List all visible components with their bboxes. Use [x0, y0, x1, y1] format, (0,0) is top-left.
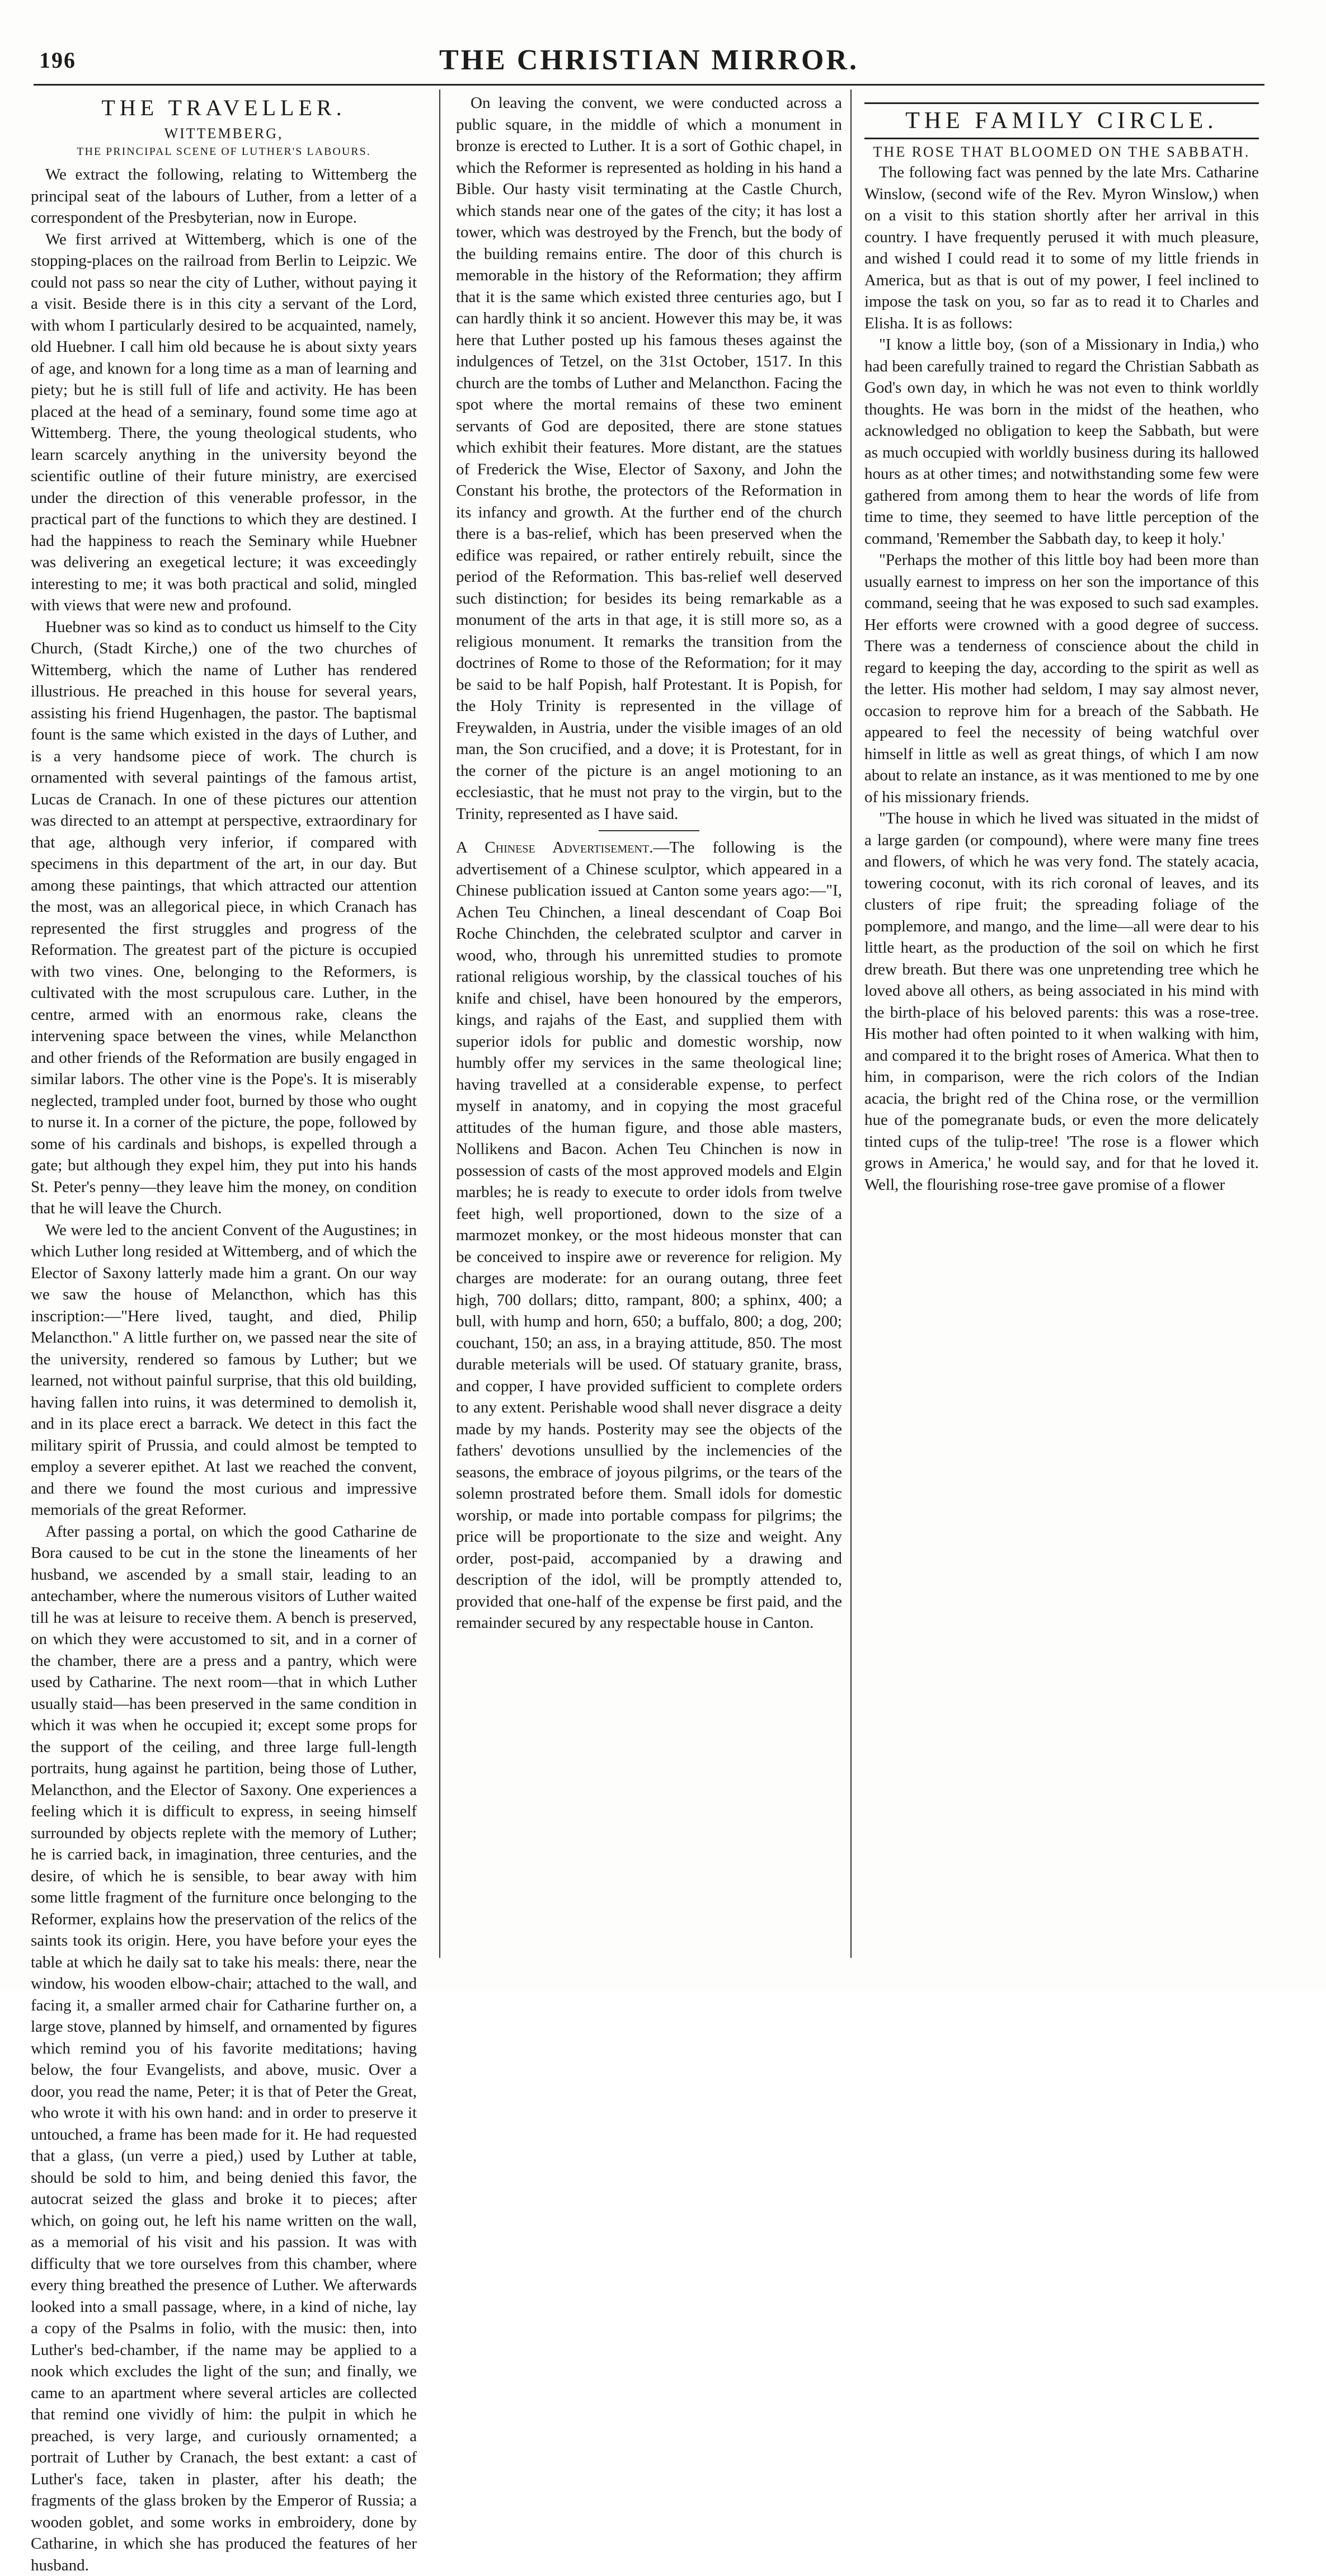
advertisement-text: —The following is the advertisement of a Chinese sculptor, which appeared in a Chinese publication issued at Canton some years ago:—"I, Achen Teu Chinchen, a lineal descendant of Coap Boi Roche Chinchden, the celebrated sculptor and carver in wood, who, through his unremitted studies to promote rational religious worship, by the classical touches of his knife and chisel, have been honoured by the emperors, kings, and rajahs of the East, and supplied them with superior idols for public and domestic worship, now humbly offer my services in the same theological line; having travelled at a considerable expense, to perfect myself in anatomy, and in copying the most graceful attitudes of the human figure, and those able masters, Nollikens and Bacon. Achen Teu Chinchen is now in possession of casts of the most approved models and Elgin marbles; he is ready to execute to order idols from twelve feet high, well proportioned, down to the size of a marmozet monkey, or the most hideous monster that can be conceived to inspire awe or reverence for religion. My charges are moderate: for an ourang outang, three feet high, 700 dollars; ditto, rampant, 800; a sphinx, 400; a bull, with hump and horn, 650; a buffalo, 800; a dog, 200; couchant, 150; an ass, in a braying attitude, 850. The most durable meterials will be used. Of statuary granite, brass, and copper, I have provided sufficient to complete orders to any extent. Perishable wood shall never disgrace a deity made by my hands. Posterity may see the objects of the fathers' devotions unsullied by the inclemencies of the seasons, the embrace of joyous pilgrims, or the tears of the solemn prostrated before them. Small idols for domestic worship, or made into portable compass for pilgrims; the price will be proportionate to the size and weight. Any order, post-paid, accompanied by a drawing and description of the idol, will be promptly attended to, provided that one-half of the expense be first paid, and the remainder secured by any respectable house in Canton. — [456, 839, 842, 1632]
family-circle-section-title: THE FAMILY CIRCLE. — [864, 102, 1259, 139]
paper-title: THE CHRISTIAN MIRROR. — [34, 44, 1264, 77]
article-paragraph: We were led to the ancient Convent of the Augustines; in which Luther long resided at Wittemberg, and of which the Elector of Saxony latterly made him a grant. On our way we saw the house of Melancthon, which has this inscription:—"Here lived, taught, and died, Philip Melancthon." A little further on, we passed near the site of the university, rendered so famous by Luther; but we learned, not without painful surprise, that this old building, having fallen into ruins, it was determined to demolish it, and in its place erect a barrack. We detect in this fact the military spirit of Prussia, and could almost be tempted to employ a severer epithet. At last we reached the convent, and there we found the most curious and impressive memorials of the great Reformer. — [31, 1219, 417, 1521]
story-paragraph: "The house in which he lived was situated in the midst of a large garden (or compound), where were many fine trees and flowers, of which he was very fond. The stately acacia, towering coconut, with its rich coronal of leaves, and its clusters of ripe fruit; the spreading foliage of the pomplemore, and mango, and the lime—all were dear to his little heart, as the production of the soil on which he first drew breath. But there was one unpretending tree which he loved above all others, as being associated in his mind with the birth-place of his beloved parents: this was a rose-tree. His mother had often pointed to it when walking with him, and compared it to the bright roses of America. What then to him, in comparison, were the rich colors of the Indian acacia, the bright red of the China rose, or the vermillion hue of the pomegranate buds, or even the more delicately tinted cups of the tulip-tree! 'The rose is a flower which grows in America,' he would say, and for that he loved it. Well, the flourishing rose-tree gave promise of a flower — [864, 808, 1259, 1195]
story-title: THE ROSE THAT BLOOMED ON THE SABBATH. — [864, 144, 1259, 161]
section-divider — [599, 830, 699, 831]
column-one — [31, 92, 417, 1955]
column-three — [864, 92, 1259, 1955]
page-number: 196 — [39, 47, 76, 73]
column-two — [456, 92, 842, 1955]
advertisement-heading: A Chinese Advertisement. — [456, 839, 653, 856]
column-divider — [439, 90, 440, 1958]
article-paragraph: We extract the following, relating to Wittemberg the principal seat of the labours of Luther, from a letter of a correspondent of the Presbyterian, now in Europe. — [31, 164, 417, 229]
article-paragraph: Huebner was so kind as to conduct us himself to the City Church, (Stadt Kirche,) one of the two churches of Wittemberg, which the name of Luther has rendered illustrious. He preached in this house for several years, assisting his friend Hugenhagen, the pastor. The baptismal fount is the same which existed in the days of Luther, and is a very handsome piece of work. The church is ornamented with several paintings of the famous artist, Lucas de Cranach. In one of these pictures our attention was directed to an attempt at perspective, extraordinary for that age, although very inferior, if compared with specimens in this department of the art, in our day. But among these paintings, that which attracted our attention the most, was an allegorical piece, in which Cranach has represented the first struggles and progress of the Reformation. The greatest part of the picture is occupied with two vines. One, belonging to the Reformers, is cultivated with the most scrupulous care. Luther, in the centre, armed with an enormous rake, cleans the intervening space between the vines, while Melancthon and other friends of the Reformation are busily engaged in similar labors. The other vine is the Pope's. It is miserably neglected, trampled under foot, burned by those who ought to nurse it. In a corner of the picture, the pope, followed by some of his cardinals and bishops, is expelled through a gate; but although they expel him, they put into his hands St. Peter's penny—they leave him the money, on condition that he will leave the Church. — [31, 616, 417, 1219]
article-place-heading: WITTEMBERG, — [31, 125, 417, 142]
article-subtitle: THE PRINCIPAL SCENE OF LUTHER'S LABOURS. — [31, 145, 417, 158]
story-paragraph: The following fact was penned by the late Mrs. Catharine Winslow, (second wife of the Rev. Myron Winslow,) when on a visit to this station shortly after her arrival in this country. I have frequently perused it with much pleasure, and wished I could read it to some of my little friends in America, but as that is out of my power, I feel inclined to impose the task on you, so far as to read it to Charles and Elisha. It is as follows: — [864, 162, 1259, 334]
article-paragraph: After passing a portal, on which the good Catharine de Bora caused to be cut in the stone the lineaments of her husband, we ascended by a small stair, leading to an antechamber, where the numerous visitors of Luther waited till he was at leisure to receive them. A bench is preserved, on which they were accustomed to sit, and in a corner of the chamber, there are a press and a pantry, which were used by Catharine. The next room—that in which Luther usually staid—has been preserved in the same condition in which it was when he occupied it; except some props for the support of the ceiling, and three large full-length portraits, hung against he partition, being those of Luther, Melancthon, and the Elector of Saxony. One experiences a feeling which it is difficult to express, in seeing himself surrounded by objects replete with the memory of Luther; he is carried back, in imagination, three centuries, and the desire, of which he is sensible, to bear away with him some little fragment of the furniture once belonging to the Reformer, explains how the preservation of the relics of the saints took its origin. Here, you have before your eyes the table at which he daily sat to take his meals: there, near the window, his wooden elbow-chair; attached to the wall, and facing it, a smaller armed chair for Catharine further on, a large stove, planned by himself, and ornamented by figures which remind you of his favorite meditations; having below, the four Evangelists, and above, music. Over a door, you read the name, Peter; it is that of Peter the Great, who wrote it with his own hand: and in order to preserve it untouched, a frame has been made for it. He had requested that a glass, (un verre a pied,) used by Luther at table, should be sold to him, and being denied this favor, the autocrat seized the glass and broke it to pieces; after which, on going out, he left his name written on the wall, as a memorial of his visit and his passion. It was with difficulty that we tore ourselves from this chamber, where every thing breathed the presence of Luther. We afterwards looked into a small passage, where, in a kind of niche, lay a copy of the Psalms in folio, with the music: then, into Luther's bed-chamber, if the name may be applied to a nook which excludes the light of the sun; and finally, we came to an apartment where several articles are collected that remind one vividly of him: the pulpit in which he preached, is very large, and curiously ornamented; a portrait of Luther by Cranach, the best extant: a cast of Luther's face, taken in plaster, after his death; the fragments of the glass broken by the Emperor of Russia; a wooden goblet, and some works in embroidery, done by Catharine, in which she has produced the features of her husband. — [31, 1521, 417, 2576]
column-divider — [850, 90, 852, 1958]
masthead — [34, 39, 1264, 86]
story-paragraph: "Perhaps the mother of this little boy had been more than usually earnest to impress on her son the importance of this command, seeing that he was exposed to such sad examples. Her efforts were crowned with a good degree of success. There was a tenderness of conscience about the child in regard to keeping the day, according to the spirit as well as the letter. His mother had seldom, I may say almost never, occasion to reprove him for a breach of the Sabbath. He appeared to feel the necessity of being watchful over himself in little as well as great things, of which I am now about to relate an instance, as it was mentioned to me by one of his missionary friends. — [864, 549, 1259, 808]
traveller-section-title: THE TRAVELLER. — [31, 95, 417, 121]
advertisement-paragraph — [456, 837, 842, 1634]
story-paragraph: "I know a little boy, (son of a Missionary in India,) who had been carefully trained to regard the Christian Sabbath as God's own day, in which he was not even to think worldly thoughts. He was born in the midst of the heathen, who acknowledged no obligation to keep the Sabbath, but were as much occupied with worldly business during its hallowed hours as at other times; and notwithstanding some few were gathered from among them to hear the words of life from time to time, they seemed to have little perception of the command, 'Remember the Sabbath day, to keep it holy.' — [864, 334, 1259, 549]
article-paragraph: On leaving the convent, we were conducted across a public square, in the middle of which a monument in bronze is erected to Luther. It is a sort of Gothic chapel, in which the Reformer is represented as holding in his hand a Bible. Our hasty visit terminating at the Castle Church, which stands near one of the gates of the city; it has lost a tower, which was destroyed by the French, but the body of the building remains entire. The door of this church is memorable in the history of the Reformation; they affirm that it is the same which existed three centuries ago, but I can hardly think it so ancient. However this may be, it was here that Luther posted up his famous theses against the indulgences of Tetzel, on the 31st October, 1517. In this church are the tombs of Luther and Melancthon. Facing the spot where the mortal remains of these two eminent servants of God are deposited, there are stone statues which exhibit their features. More distant, are the statues of Frederick the Wise, Elector of Saxony, and John the Constant his brothe, the protectors of the Reformation in its infancy and growth. At the further end of the church there is a bas-relief, which has been preserved when the edifice was repaired, or rather entirely rebuilt, since the period of the Reformation. This bas-relief well deserved such distinction; for besides its being remarkable as a monument of the arts in that age, it is still more so, as a religious monument. It remarks the transition from the doctrines of Rome to those of the Reformation; for it may be said to be half Popish, half Protestant. It is Popish, for the Holy Trinity is represented in the village of Freywalden, in Austria, under the visible images of an old man, the Son crucified, and a dove; it is Protestant, for in the corner of the picture is an angel motioning to an ecclesiastic, that he must not pray to the virgin, but to the Trinity, represented as I have said. — [456, 92, 842, 825]
article-paragraph: We first arrived at Wittemberg, which is one of the stopping-places on the railroad from Berlin to Leipzic. We could not pass so near the city of Luther, without paying it a visit. Beside there is in this city a servant of the Lord, with whom I particularly desired to be acquainted, namely, old Huebner. I call him old because he is about sixty years of age, and known for a long time as a man of learning and piety; but he is still full of life and activity. He has been placed at the head of a seminary, found some time ago at Wittemberg. There, the young theological students, who learn scarcely anything in the university beyond the scientific outline of their future ministry, are exercised under the direction of this venerable professor, in the practical part of the functions to which they are destined. I had the happiness to reach the Seminary while Huebner was delivering an exegetical lecture; it was exceedingly interesting to me; it was both practical and solid, mingled with views that were new and profound. — [31, 229, 417, 616]
